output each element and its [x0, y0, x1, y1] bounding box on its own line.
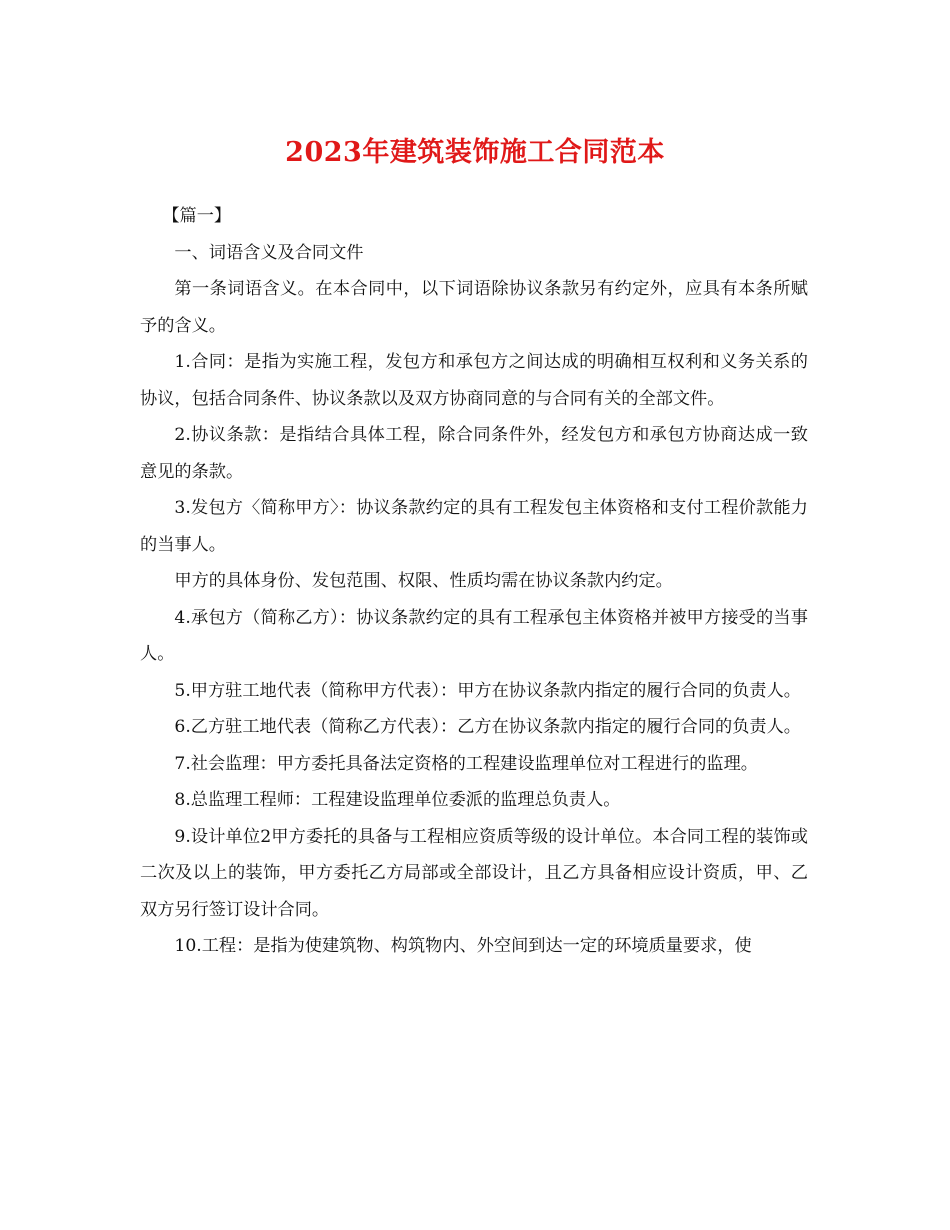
definition-item: 1.合同：是指为实施工程，发包方和承包方之间达成的明确相互权利和义务关系的协议，包括合同条件、协议条款以及双方协商同意的与合同有关的全部文件。 — [140, 352, 808, 409]
definition-item: 9.设计单位2甲方委托的具备与工程相应资质等级的设计单位。本合同工程的装饰或二次及以上的装饰，甲方委托乙方局部或全部设计，且乙方具备相应设计资质，甲、乙双方另行签订设计合同。 — [140, 826, 808, 920]
chapter-heading: 一、词语含义及合同文件 — [174, 242, 364, 263]
definition-note: 甲方的具体身份、发包范围、权限、性质均需在协议条款内约定。 — [174, 571, 673, 591]
document-title: 2023年建筑装饰施工合同范本 — [285, 137, 665, 168]
definition-item: 3.发包方〈简称甲方〉：协议条款约定的具有工程发包主体资格和支付工程价款能力的当事人。 — [140, 498, 808, 555]
definition-item: 2.协议条款：是指结合具体工程，除合同条件外，经发包方和承包方协商达成一致意见的条款。 — [140, 425, 808, 482]
definition-item: 7.社会监理：甲方委托具备法定资格的工程建设监理单位对工程进行的监理。 — [174, 753, 758, 774]
document-body — [140, 198, 808, 965]
definition-item: 6.乙方驻工地代表（简称乙方代表）：乙方在协议条款内指定的履行合同的负责人。 — [174, 717, 801, 737]
definition-item: 5.甲方驻工地代表（简称甲方代表）：甲方在协议条款内指定的履行合同的负责人。 — [174, 680, 801, 701]
article-paragraph: 第一条词语含义。在本合同中，以下词语除协议条款另有约定外，应具有本条所赋予的含义。 — [140, 279, 808, 336]
section-label: 【篇一】 — [162, 206, 232, 226]
definition-item: 8.总监理工程师：工程建设监理单位委派的监理总负责人。 — [174, 790, 621, 810]
definition-item: 4.承包方（简称乙方）：协议条款约定的具有工程承包主体资格并被甲方接受的当事人。 — [140, 607, 808, 664]
definition-item: 10.工程：是指为使建筑物、构筑物内、外空间到达一定的环境质量要求，使 — [174, 936, 752, 956]
